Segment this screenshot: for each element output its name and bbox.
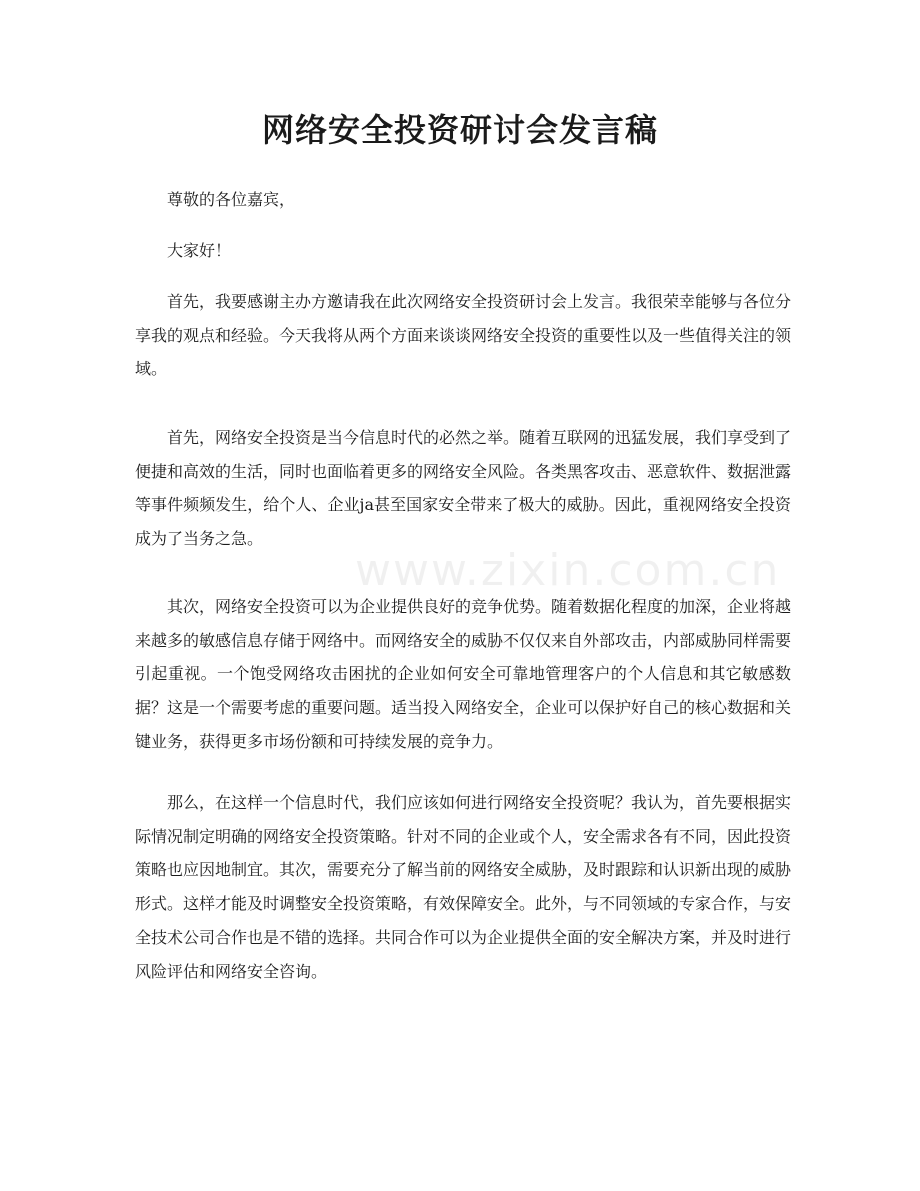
greeting-line: 尊敬的各位嘉宾， (167, 190, 296, 209)
document-title: 网络安全投资研讨会发言稿 (261, 111, 658, 149)
paragraph: 首先，我要感谢主办方邀请我在此次网络安全投资研讨会上发言。我很荣幸能够与各位分享我的观点和经验。今天我将从两个方面来谈谈网络安全投资的重要性以及一些值得关注的领域。 (135, 292, 792, 379)
paragraph: 首先，网络安全投资是当今信息时代的必然之举。随着互联网的迅猛发展，我们享受到了便捷和高效的生活，同时也面临着更多的网络安全风险。各类黑客攻击、恶意软件、数据泄露等事件频频发生，给个人、企业ja甚至国家安全带来了极大的威胁。因此，重视网络安全投资成为了当务之急。 (135, 428, 792, 549)
paragraph: 其次，网络安全投资可以为企业提供良好的竞争优势。随着数据化程度的加深，企业将越来越多的敏感信息存储于网络中。而网络安全的威胁不仅仅来自外部攻击，内部威胁同样需要引起重视。一个饱受网络攻击困扰的企业如何安全可靠地管理客户的个人信息和其它敏感数据？这是一个需要考虑的重要问题。适当投入网络安全，企业可以保护好自己的核心数据和关键业务，获得更多市场份额和可持续发展的竞争力。 (135, 597, 792, 751)
paragraph: 那么，在这样一个信息时代，我们应该如何进行网络安全投资呢？我认为，首先要根据实际情况制定明确的网络安全投资策略。针对不同的企业或个人，安全需求各有不同，因此投资策略也应因地制宜。其次，需要充分了解当前的网络安全威胁，及时跟踪和认识新出现的威胁形式。这样才能及时调整安全投资策略，有效保障安全。此外，与不同领域的专家合作，与安全技术公司合作也是不错的选择。共同合作可以为企业提供全面的安全解决方案，并及时进行风险评估和网络安全咨询。 (135, 793, 792, 981)
hello-line: 大家好！ (167, 241, 232, 260)
watermark-text: www.zixin.com.cn (355, 545, 781, 596)
